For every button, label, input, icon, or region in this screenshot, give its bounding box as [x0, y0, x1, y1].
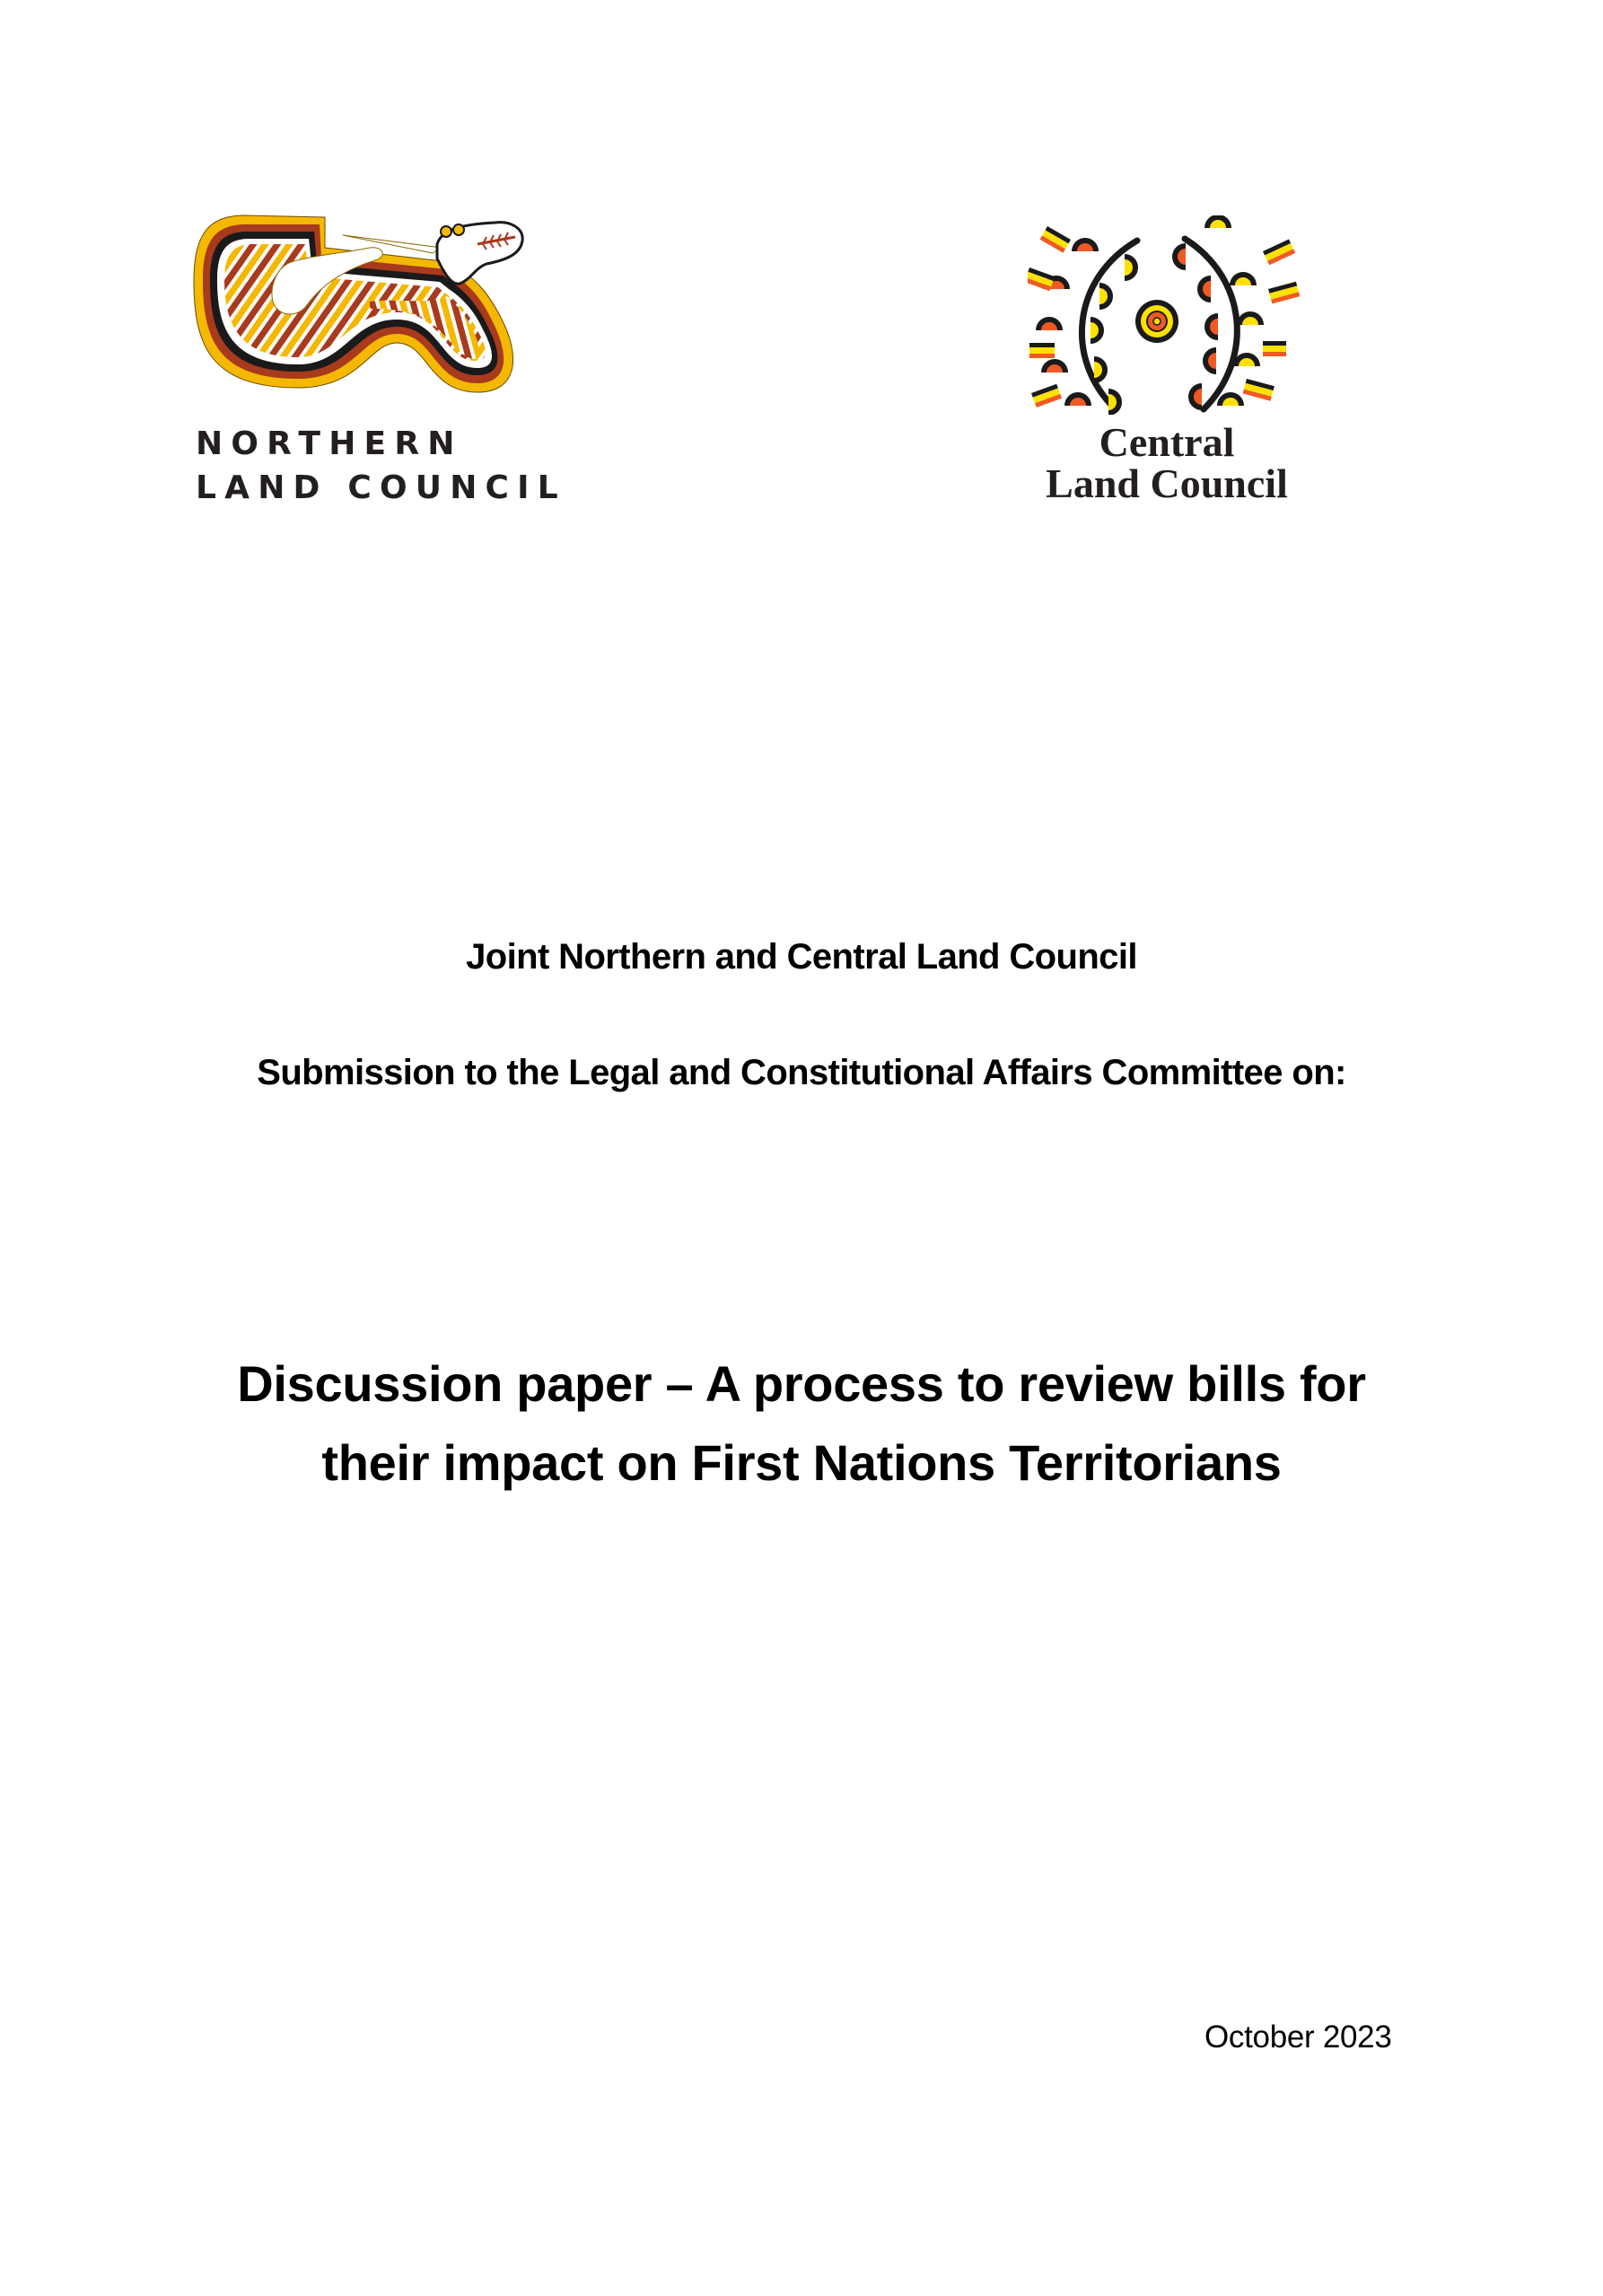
central-land-council-logo — [1028, 215, 1301, 415]
northern-land-council-wordmark — [196, 422, 566, 510]
nlc-wordmark-line1: NORTHERN — [196, 425, 463, 462]
document-title — [0, 1345, 1603, 1503]
document-title-line2: their impact on First Nations Territorians — [321, 1434, 1282, 1491]
joint-council-heading: Joint Northern and Central Land Council — [466, 937, 1137, 977]
crocodile-artwork-icon — [190, 208, 526, 395]
clc-wordmark-line2: Land Council — [1046, 460, 1288, 506]
clc-wordmark-line1: Central — [1099, 419, 1235, 465]
document-date: October 2023 — [1204, 2020, 1392, 2055]
nlc-wordmark-line2: LAND COUNCIL — [196, 469, 566, 506]
central-land-council-wordmark — [1023, 419, 1310, 506]
northern-land-council-logo — [190, 208, 526, 395]
submission-heading: Submission to the Legal and Constitutional Affairs Committee on: — [257, 1053, 1346, 1092]
document-title-line1: Discussion paper – A process to review bills for — [237, 1355, 1366, 1412]
central-land-council-emblem-icon — [1028, 215, 1301, 415]
